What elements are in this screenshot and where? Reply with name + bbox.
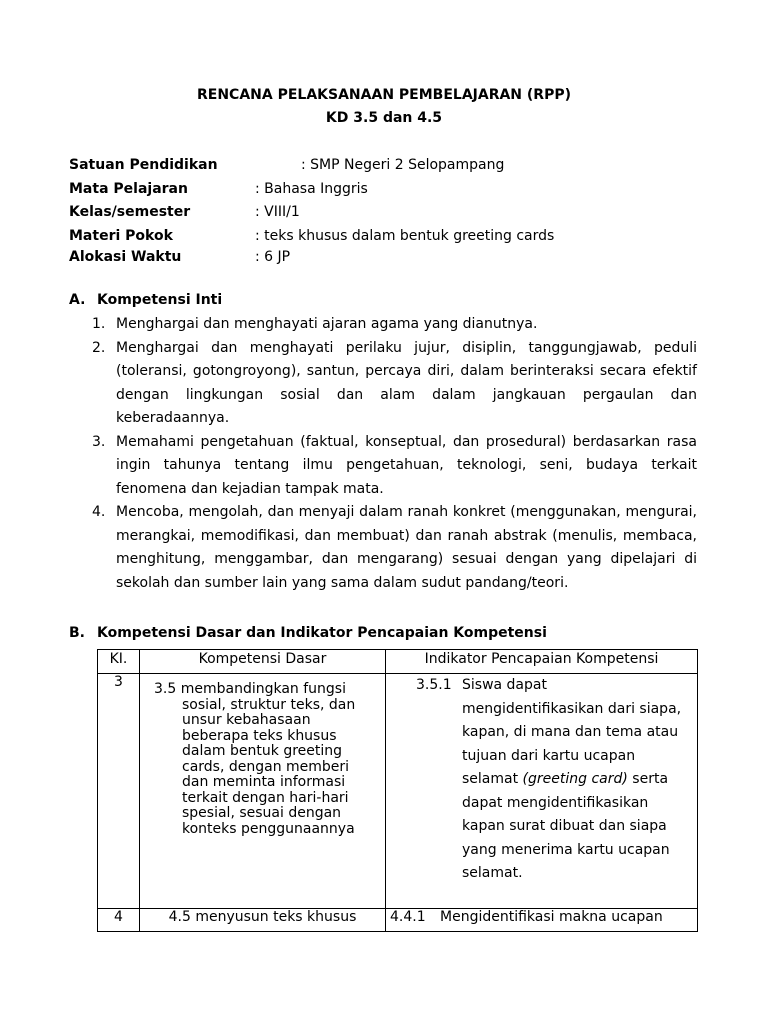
kompetensi-inti-list [92,313,697,595]
cell-kompetensi-dasar [140,674,386,909]
list-item [92,313,697,337]
list-item-number: 3. [92,433,106,450]
section-a-title: Kompetensi Inti [97,292,223,308]
info-label-satuan: Satuan Pendidikan [69,157,218,173]
list-item-number: 4. [92,504,106,520]
list-item-text: Menghargai dan menghayati ajaran agama yang dianutnya. [116,316,538,332]
kd-rest-text: sosial, struktur teks, dan unsur kebahasaan beberapa teks khusus dalam bentuk greeting cards, dengan memberi dan meminta informasi terkait dengan hari-hari spesial, sesuai dengan konteks penggunaannya [182,696,356,837]
info-label-kelas: Kelas/semester [69,204,191,220]
section-b-title: Kompetensi Dasar dan Indikator Pencapaian Kompetensi [97,625,547,641]
indicator-text-em: (greeting card) [522,771,628,787]
header-ki: KI. [98,650,140,674]
list-item-text: Memahami pengetahuan (faktual, konseptual, dan prosedural) berdasarkan rasa ingin tahunya tentang ilmu pengetahuan, teknologi, seni, budaya terkait fenomena dan kejadian tampak mata. [116,433,697,497]
list-item [92,337,697,431]
list-item [92,501,697,595]
document-subtitle: KD 3.5 dan 4.5 [325,110,443,126]
indicator-text-post: serta dapat mengidentifikasikan kapan surat dibuat dan siapa yang menerima kartu ucapan selamat. [462,771,670,881]
list-item-number: 1. [92,316,106,332]
info-value-kelas: : VIII/1 [255,204,300,220]
table-row [98,674,698,909]
cell-indikator [386,909,698,932]
header-kompetensi-dasar: Kompetensi Dasar [140,650,386,674]
indicator-code: 3.5.1 [416,677,452,693]
header-indikator: Indikator Pencapaian Kompetensi [386,650,698,674]
info-value-mapel: : Bahasa Inggris [255,181,368,197]
cell-indikator [386,674,698,909]
indicator-code: 4.4.1 [390,909,426,925]
section-b-heading [69,625,547,641]
document-title: RENCANA PELAKSANAAN PEMBELAJARAN (RPP) [196,87,571,103]
kd-indicator-table [97,649,698,932]
section-b-letter: B. [69,625,85,641]
indicator-text: Mengidentifikasi makna ucapan [440,909,663,925]
cell-ki: 4 [98,909,140,932]
section-a-letter: A. [69,292,86,308]
info-label-materi: Materi Pokok [69,228,173,244]
list-item-number: 2. [92,339,106,356]
table-row [98,909,698,932]
kd-first-line: 3.5 membandingkan fungsi [154,681,346,697]
indicator-text-pre: Siswa dapat mengidentifikasikan dari siapa, kapan, di mana dan tema atau tujuan dari kartu ucapan selamat [462,677,682,787]
section-a-heading [69,292,222,308]
table-header-row [98,650,698,674]
info-value-satuan: : SMP Negeri 2 Selopampang [301,157,505,173]
info-value-materi: : teks khusus dalam bentuk greeting cards [255,228,555,244]
list-item-text: Menghargai dan menghayati perilaku jujur, disiplin, tanggungjawab, peduli (toleransi, gotongroyong), santun, percaya diri, dalam berinteraksi secara efektif dengan lingkungan sosial dan alam dalam jangkauan pergaulan dan keberadaannya. [116,339,697,426]
cell-ki: 3 [98,674,140,909]
cell-kompetensi-dasar: 4.5 menyusun teks khusus [140,909,386,932]
info-label-mapel: Mata Pelajaran [69,181,188,197]
list-item-text: Mencoba, mengolah, dan menyaji dalam ranah konkret (menggunakan, mengurai, merangkai, memodifikasi, dan membuat) dan ranah abstrak (menulis, membaca, menghitung, menggambar, dan mengarang) sesuai dengan yang dipelajari di sekolah dan sumber lain yang sama dalam sudut pandang/teori. [116,504,697,591]
list-item [92,431,697,502]
info-label-alokasi: Alokasi Waktu [69,249,182,265]
info-value-alokasi: : 6 JP [255,249,291,265]
